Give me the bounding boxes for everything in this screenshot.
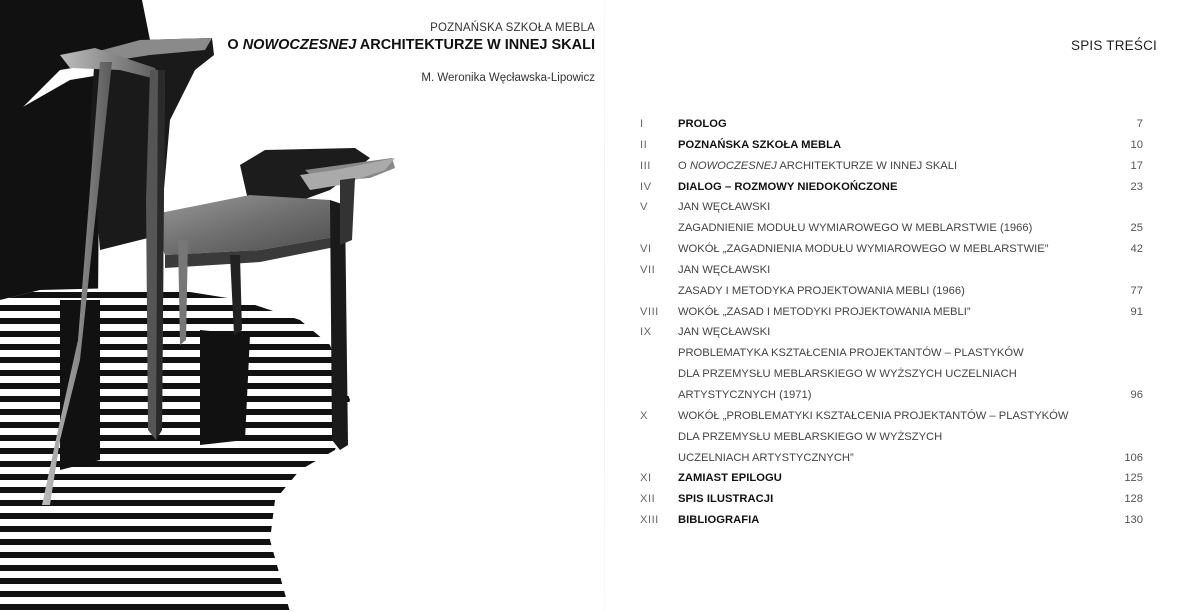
toc-entry-title: JAN WĘCŁAWSKI: [678, 201, 771, 214]
title-italic: NOWOCZESNEJ: [242, 37, 357, 53]
toc-entry-page: 96: [1130, 388, 1143, 401]
toc-entry-page: 125: [1124, 472, 1143, 485]
toc-entry-title: WOKÓŁ „ZAGADNIENIA MODUŁU WYMIAROWEGO W MEBLARSTWIE”: [678, 243, 1049, 256]
toc-entry-title: DLA PRZEMYSŁU MEBLARSKIEGO W WYŻSZYCH UCZELNIACH: [678, 368, 1017, 381]
chair-photograph: [0, 0, 600, 612]
toc-entry-number: IV: [640, 180, 652, 193]
toc-entry: [640, 489, 1143, 510]
toc-entry: [640, 385, 1143, 406]
toc-title-rest: ARCHITEKTURZE W INNEJ SKALI: [776, 159, 958, 172]
toc-entry-title: PROBLEMATYKA KSZTAŁCENIA PROJEKTANTÓW – PLASTYKÓW: [678, 347, 1024, 360]
series-name: POZNAŃSKA SZKOŁA MEBLA: [430, 22, 595, 34]
toc-entry-number: XI: [640, 472, 652, 485]
toc-entry-title: BIBLIOGRAFIA: [678, 514, 760, 527]
toc-entry-title: WOKÓŁ „ZASAD I METODYKI PROJEKTOWANIA MEBLI”: [678, 305, 971, 318]
book-title: [215, 37, 595, 53]
book-header: [215, 22, 595, 84]
toc-entry-title: DLA PRZEMYSŁU MEBLARSKIEGO W WYŻSZYCH: [678, 430, 943, 443]
toc-entry-number: VII: [640, 263, 656, 276]
toc-entry-title: ZASADY I METODYKA PROJEKTOWANIA MEBLI (1966): [678, 284, 965, 297]
toc-title-prefix: O: [678, 159, 690, 172]
toc-entry-page: 128: [1124, 493, 1143, 506]
toc-entry-page: 130: [1124, 514, 1143, 527]
toc-entry-number: XIII: [640, 514, 659, 527]
toc-entry: [640, 281, 1143, 302]
toc-entry-title: UCZELNIACH ARTYSTYCZNYCH”: [678, 451, 854, 464]
toc-entry-page: 17: [1130, 159, 1143, 172]
toc-entry: [640, 448, 1143, 469]
toc-entry-page: 25: [1130, 222, 1143, 235]
toc-entry: [640, 364, 1143, 385]
toc-entry: [640, 197, 1143, 218]
toc-entry-page: 77: [1130, 284, 1143, 297]
toc-entry-number: II: [640, 138, 648, 151]
toc-entry-number: XII: [640, 493, 656, 506]
toc-entry-title: ZAGADNIENIE MODUŁU WYMIAROWEGO W MEBLARSTWIE (1966): [678, 222, 1033, 235]
toc-entry-page: 106: [1124, 451, 1143, 464]
toc-entry-title: [678, 156, 957, 177]
table-of-contents: [640, 114, 1143, 531]
toc-entry: [640, 468, 1143, 489]
toc-entry: [640, 510, 1143, 531]
toc-entry-title: POZNAŃSKA SZKOŁA MEBLA: [678, 138, 842, 151]
toc-entry-number: III: [640, 159, 651, 172]
toc-entry-page: 23: [1130, 180, 1143, 193]
page-gutter: [604, 0, 605, 612]
toc-entry-number: I: [640, 118, 644, 130]
toc-entry-title: SPIS ILUSTRACJI: [678, 493, 774, 506]
toc-entry: [640, 302, 1143, 323]
toc-entry-number: IX: [640, 326, 652, 339]
toc-entry-number: VIII: [640, 305, 659, 318]
title-prefix: O: [227, 37, 243, 53]
title-suffix: ARCHITEKTURZE W INNEJ SKALI: [356, 37, 595, 53]
toc-entry: [640, 239, 1143, 260]
toc-entry-page: 42: [1130, 243, 1143, 256]
toc-entry-title: WOKÓŁ „PROBLEMATYKI KSZTAŁCENIA PROJEKTANTÓW – PLASTYKÓW: [678, 409, 1069, 422]
toc-entry: [640, 260, 1143, 281]
toc-entry: [640, 135, 1143, 156]
author-name: M. Weronika Węcławska-Lipowicz: [421, 72, 595, 84]
toc-entry: [640, 322, 1143, 343]
toc-entry: [640, 427, 1143, 448]
toc-entry-page: 91: [1130, 305, 1143, 318]
toc-entry-page: 7: [1136, 118, 1143, 130]
toc-entry: [640, 218, 1143, 239]
toc-entry-number: V: [640, 201, 648, 214]
toc-entry-title: DIALOG – ROZMOWY NIEDOKOŃCZONE: [678, 180, 898, 193]
toc-entry-title: ZAMIAST EPILOGU: [678, 472, 782, 485]
toc-entry-number: X: [640, 409, 648, 422]
toc-entry: [640, 343, 1143, 364]
toc-entry: [640, 156, 1143, 177]
toc-entry-title: JAN WĘCŁAWSKI: [678, 263, 771, 276]
toc-entry-title: ARTYSTYCZNYCH (1971): [678, 388, 812, 401]
toc-entry-page: 10: [1130, 138, 1143, 151]
toc-entry-number: VI: [640, 243, 652, 256]
toc-heading: SPIS TREŚCI: [1071, 38, 1157, 53]
toc-entry-title: JAN WĘCŁAWSKI: [678, 326, 771, 339]
toc-entry-title: PROLOG: [678, 118, 727, 130]
toc-entry: [640, 114, 1143, 135]
toc-entry: [640, 177, 1143, 198]
toc-title-italic: NOWOCZESNEJ: [689, 159, 777, 172]
toc-entry: [640, 406, 1143, 427]
